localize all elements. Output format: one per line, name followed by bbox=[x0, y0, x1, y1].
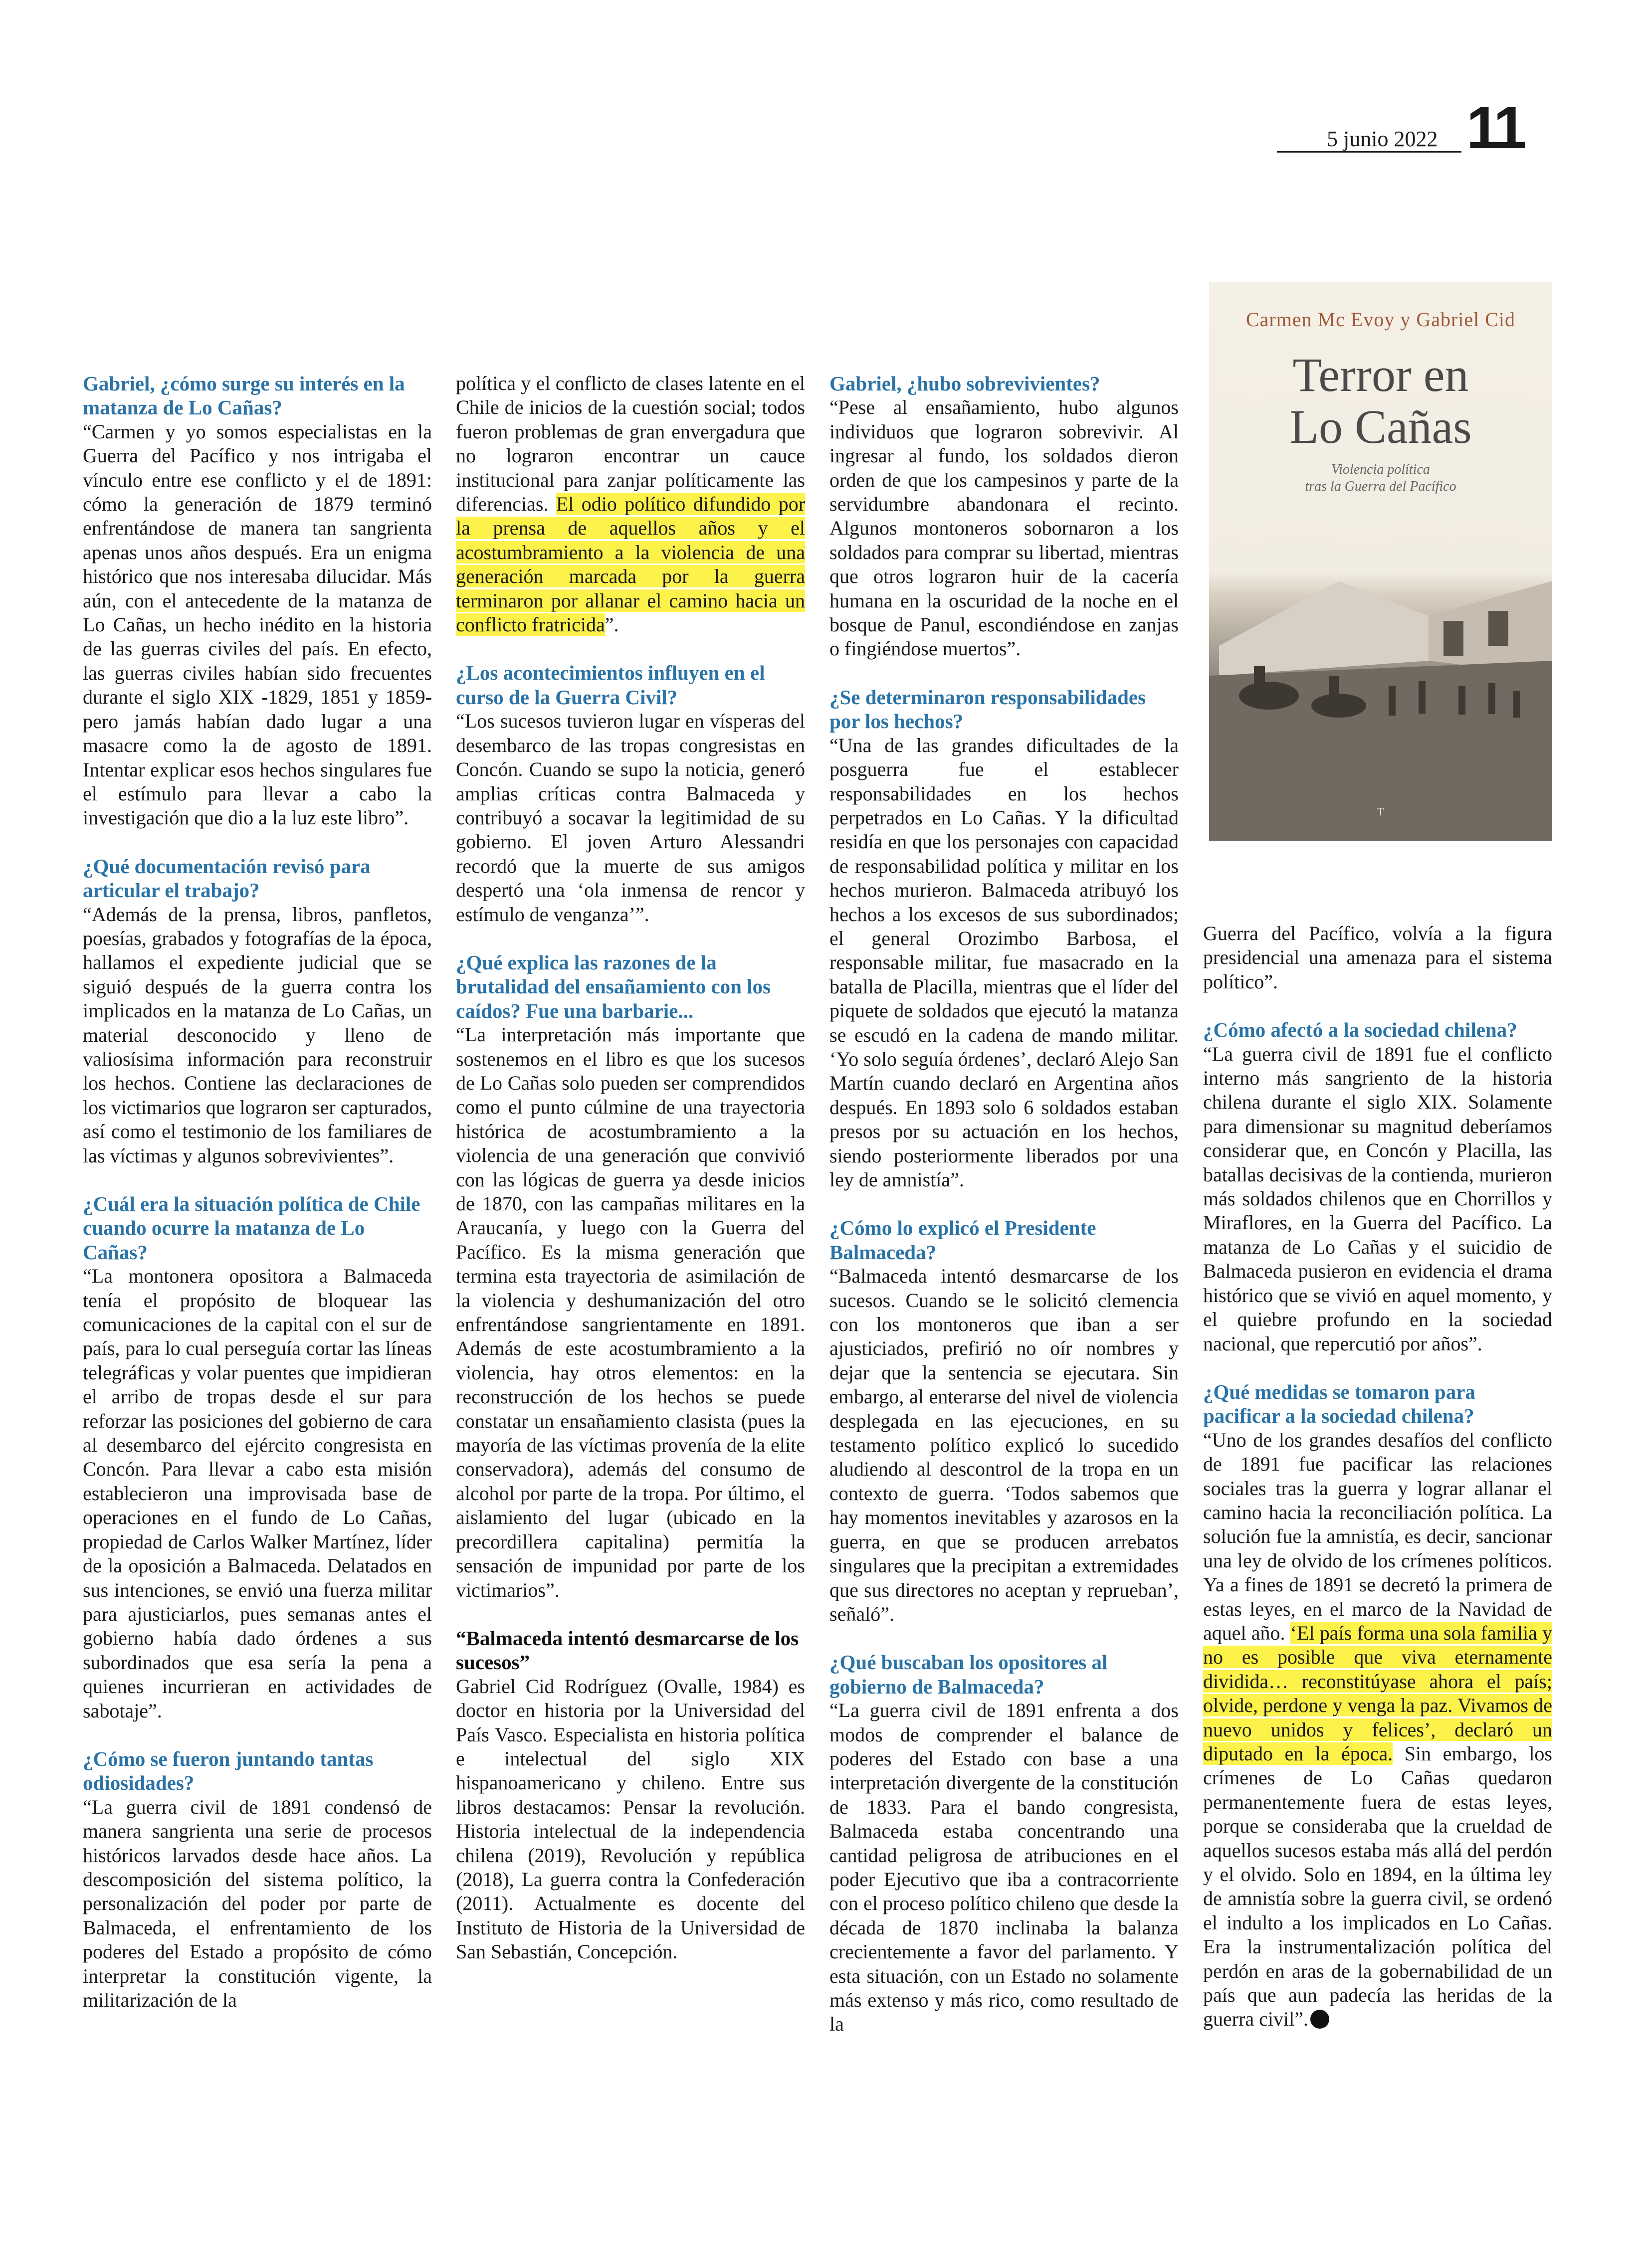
author-box-title: “Balmaceda intentó desmarcarse de los sucesos” bbox=[456, 1626, 799, 1674]
answer-text: “La guerra civil de 1891 fue el conflicto interno más sangriento de la historia chilena durante el siglo XIX. Solamente para dimensionar su magnitud deberíamos considerar que, en Concón y Placilla, las batallas decisivas de la contienda, murieron más soldados chilenos que en Chorrillos y Miraflores, en la Guerra del Pacífico. La matanza de Lo Cañas y el suicidio de Balmaceda pusieron en evidencia el drama histórico que se vivió en aquel momento, y el quiebre profundo en la sociedad nacional, que repercutió por años”. bbox=[1203, 1042, 1552, 1355]
question-heading: ¿Cuál era la situación política de Chile cuando ocurre la matanza de Lo Cañas? bbox=[83, 1192, 420, 1264]
answer-text: “Uno de los grandes desafíos del conflicto de 1891 fue pacificar las relaciones sociales tras la guerra y lograr allanar el camino hacia la reconciliación política. La solución fue la amnistía, es decir, sancionar una ley de olvido de los crímenes políticos. Ya a fines de 1891 se decretó la primera de estas leyes, en el marco de la Navidad de aquel año. ‘El país forma una sola familia y no es posible que viva eternamente dividida… reconstitúyase ahora el país; olvide, perdone y venga la paz. Vivamos de nuevo unidos y felices’, declaró un diputado en la época. Sin embargo, los crímenes de Lo Cañas quedaron permanentemente fuera de estas leyes, porque se consideraba que la crueldad de aquellos sucesos estaba más allá del perdón y el olvido. Solo en 1894, en la última ley de amnistía sobre la guerra civil, se ordenó el indulto a los implicados en Lo Cañas. Era la instrumentalización política del perdón en aras de la gobernabilidad de un país que aun padecía las heridas de la guerra civil”. bbox=[1203, 1428, 1553, 2031]
answer-text: “La interpretación más importante que sostenemos en el libro es que los sucesos de Lo Cañas solo pueden ser comprendidos como el punto cúlmine de una trayectoria histórica de acostumbramiento a la violencia de una generación que convivió con las lógicas de guerra ya desde inicios de 1870, con las campañas militares en la Araucanía, y luego con la Guerra del Pacífico. Es la misma generación que termina esta trayectoria de asimilación de la violencia y deshumanización del otro enfrentándose sangrientamente en 1891. Además de este acostumbramiento a la violencia, hay otros elementos: en la reconstrucción de los hechos se puede constatar un ensañamiento clasista (pues la mayoría de las víctimas provenía de la elite conservadora), además del consumo de alcohol por parte de la tropa. Por último, el aislamiento del lugar (ubicado en la precordillera capitalina) permitía la sensación de impunidad por parte de los victimarios”. bbox=[456, 1023, 805, 1601]
answer-text: “La montonera opositora a Balmaceda tenía el propósito de bloquear las comunicaciones de la capital con el sur de país, para lo cual perseguía cortar las líneas telegráficas y volar puentes que impidieran el arribo de tropas desde el sur para reforzar las posiciones del gobierno de cara al desembarco del ejército congresista en Concón. Para llevar a cabo esta misión establecieron una improvisada base de operaciones en el fundo de Lo Cañas, propiedad de Carlos Walker Martínez, líder de la oposición a Balmaceda. Delatados en sus intenciones, se envió una fuerza militar para ajusticiarlos, pues semanas antes el gobierno había dado órdenes a sus subordinados que esa sería la pena a quienes incurrieran en actividades de sabotaje”. bbox=[83, 1265, 432, 1722]
answer-text: Guerra del Pacífico, volvía a la figura presidencial una amenaza para el sistema político”. bbox=[1203, 922, 1552, 993]
highlighted-quote: El odio político difundido por la prensa de aquellos años y el acostumbramiento a la violencia de una generación marcada por la guerra terminaron por allanar el camino hacia un conflicto fratricida bbox=[456, 493, 806, 636]
question-heading: ¿Qué medidas se tomaron para pacificar a la sociedad chilena? bbox=[1203, 1380, 1475, 1428]
answer-text: política y el conflicto de clases latente en el Chile de inicios de la cuestión social; todos fueron problemas de gran envergadura que no lograron encontrar un cauce institucional para zanjar políticamente las diferencias. El odio político difundido por la prensa de aquellos años y el acostumbramiento a la violencia de una generación marcada por la guerra terminaron por allanar el camino hacia un conflicto fratricida”. bbox=[456, 372, 806, 636]
question-heading: ¿Cómo afectó a la sociedad chilena? bbox=[1203, 1018, 1517, 1042]
answer-text: “Además de la prensa, libros, panfletos, poesías, grabados y fotografías de la época, hallamos el expediente judicial que se siguió después de la guerra contra los implicados en la matanza de Lo Cañas, un material desconocido y lleno de valiosísima información para reconstruir los hechos. Contiene las declaraciones de los victimarios que lograron ser capturados, así como el testimonio de los familiares de las víctimas y algunos sobrevivientes”. bbox=[83, 903, 432, 1167]
question-heading: Gabriel, ¿cómo surge su interés en la matanza de Lo Cañas? bbox=[83, 372, 405, 419]
header-rule bbox=[1277, 151, 1461, 153]
book-cover-illustration bbox=[1209, 496, 1552, 841]
book-authors: Carmen Mc Evoy y Gabriel Cid bbox=[1245, 308, 1516, 331]
book-cover bbox=[1209, 282, 1552, 841]
book-title: Terror en Lo Cañas bbox=[1289, 348, 1472, 453]
svg-text:T: T bbox=[1377, 805, 1384, 818]
answer-text: “Balmaceda intentó desmarcarse de los sucesos. Cuando se le solicitó clemencia con los montoneros que iban a ser ajusticiados, prefirió no oír nombres y dejar que la sentencia se ejecutara. Sin embargo, al enterarse del nivel de violencia desplegada en las ejecuciones, en su testamento político explicó lo sucedido aludiendo al descontrol de la tropa en un contexto de guerra. ‘Todos sabemos que hay momentos inevitables y azarosos en la guerra, en que se producen arrebatos singulares que la precipitan a extremidades que sus directores no aceptan y reprueban’, señaló”. bbox=[829, 1265, 1179, 1625]
issue-date: 5 junio 2022 bbox=[1327, 127, 1438, 151]
question-heading: ¿Cómo se fueron juntando tantas odiosidades? bbox=[83, 1747, 374, 1795]
question-heading: ¿Qué explica las razones de la brutalidad del ensañamiento con los caídos? Fue una barbarie... bbox=[456, 950, 771, 1022]
question-heading: ¿Los acontecimientos influyen en el curso de la Guerra Civil? bbox=[456, 661, 765, 709]
answer-text: “Los sucesos tuvieron lugar en vísperas del desembarco de las tropas congresistas en Concón. Cuando se supo la noticia, generó amplias críticas contra Balmaceda y contribuyó a socavar la legitimidad de su gobierno. El joven Arturo Alessandri recordó que la muerte de sus amigos despertó una ‘ola inmensa de rencor y estímulo de venganza’”. bbox=[456, 710, 805, 926]
column-3 bbox=[829, 372, 1179, 2037]
question-heading: Gabriel, ¿hubo sobrevivientes? bbox=[829, 372, 1100, 395]
answer-text: “Carmen y yo somos especialistas en la Guerra del Pacífico y nos intrigaba el vínculo entre ese conflicto y el de 1891: cómo la generación de 1879 terminó enfrentándose de manera tan sangrienta apenas unos años después. Era un enigma histórico que nos interesaba dilucidar. Más aún, con el antecedente de la matanza de Lo Cañas, un hecho inédito en la historia de las guerras civiles del país. En efecto, las guerras civiles habían sido frecuentes durante el siglo XIX -1829, 1851 y 1859- pero jamás habían dado lugar a una masacre como la de agosto de 1891. Intentar explicar esos hechos singulares fue el estímulo para llevar a cabo la investigación que dio a la luz este libro”. bbox=[83, 420, 432, 829]
answer-text: “Pese al ensañamiento, hubo algunos individuos que lograron sobrevivir. Al ingresar al fundo, los soldados dieron orden de que los campesinos y parte de la servidumbre abandonara el recinto. Algunos montoneros sobornaron a los soldados para comprar su libertad, mientras que otros lograron huir de la cacería humana en la oscuridad de la noche en el bosque de Panul, escondiéndose en zanjas o fingiéndose muertos”. bbox=[829, 396, 1179, 660]
column-1 bbox=[83, 372, 432, 2012]
question-heading: ¿Cómo lo explicó el Presidente Balmaceda? bbox=[829, 1216, 1096, 1264]
column-4 bbox=[1203, 922, 1552, 2032]
answer-text: “La guerra civil de 1891 condensó de manera sangrienta una serie de procesos históricos larvados desde hace años. La descomposición del sistema político, la personalización del poder por parte de Balmaceda, el enfrentamiento de los poderes del Estado a propósito de cómo interpretar la constitución vigente, la militarización de la bbox=[83, 1795, 432, 2011]
answer-text: “Una de las grandes dificultades de la posguerra fue el establecer responsabilidades en los hechos perpetrados en Lo Cañas. Y la dificultad residía en que los personajes con capacidad de responsabilidad política y militar en los hechos murieron. Balmaceda atribuyó los hechos a los excesos de sus subordinados; el general Orozimbo Barbosa, el responsable militar, fue masacrado en la batalla de Placilla, mientras que el líder del piquete de soldados que ejecutó la matanza se escudó en la cadena de mando militar. ‘Yo solo seguía órdenes’, declaró Alejo San Martín cuando declaró en Argentina años después. En 1893 solo 6 soldados estaban presos por su actuación en los hechos, siendo posteriormente liberados por una ley de amnistía”. bbox=[829, 734, 1179, 1191]
book-subtitle: Violencia política tras la Guerra del Pacífico bbox=[1305, 462, 1456, 494]
question-heading: ¿Se determinaron responsabilidades por los hechos? bbox=[829, 685, 1146, 733]
question-heading: ¿Qué documentación revisó para articular el trabajo? bbox=[83, 854, 371, 902]
question-heading: ¿Qué buscaban los opositores al gobierno de Balmaceda? bbox=[829, 1651, 1108, 1698]
highlighted-quote: ‘El país forma una sola familia y no es posible que viva eternamente dividida… reconstitúyase ahora el país; olvide, perdone y venga la paz. Vivamos de nuevo unidos y felices’, declaró un diputado en la época. bbox=[1203, 1621, 1553, 1765]
page-number: 11 bbox=[1466, 94, 1524, 161]
answer-text: “La guerra civil de 1891 enfrenta a dos modos de comprender el balance de poderes del Estado con base a una interpretación divergente de la constitución de 1833. Para el bando congresista, Balmaceda estaba concentrando una cantidad peligrosa de atribuciones en el poder Ejecutivo que iba a contracorriente con el proceso político chileno que desde la década de 1870 inclinaba la balanza crecientemente a favor del parlamento. Y esta situación, con un Estado no solamente más extenso y más rico, como resultado de la bbox=[829, 1699, 1179, 2036]
column-2 bbox=[456, 372, 805, 1964]
author-bio: Gabriel Cid Rodríguez (Ovalle, 1984) es doctor en historia por la Universidad del País Vasco. Especialista en historia política e intelectual del siglo XIX hispanoamericano y chileno. Entre sus libros destacamos: Pensar la revolución. Historia intelectual de la independencia chilena (2019), Revolución y república (2018), La guerra contra la Confederación (2011). Actualmente es docente del Instituto de Historia de la Universidad de San Sebastián, Concepción. bbox=[456, 1675, 805, 1963]
end-of-article-icon bbox=[1310, 2010, 1329, 2029]
